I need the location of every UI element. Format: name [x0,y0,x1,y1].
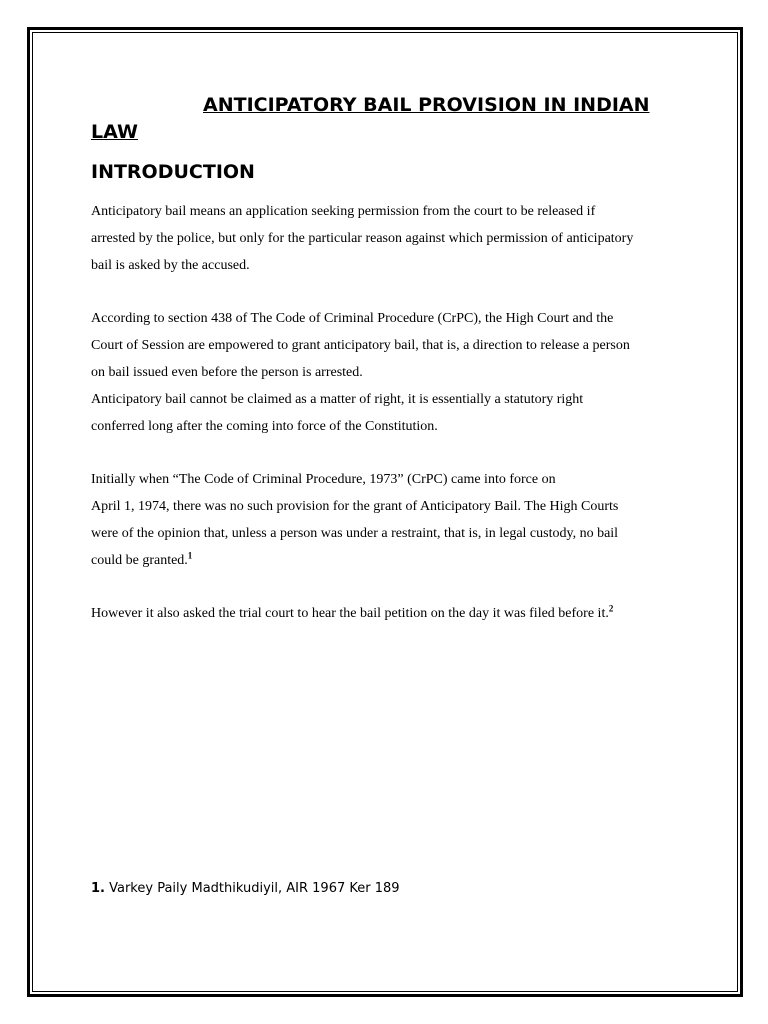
paragraph-history [91,466,691,574]
footnote-text: Varkey Paily Madthikudiyil, AIR 1967 Ker 189 [104,881,400,896]
paragraph-line: bail is asked by the accused. [91,258,250,273]
paragraph-definition [91,198,691,279]
paragraph-line: on bail issued even before the person is arrested. [91,365,363,380]
section-heading: INTRODUCTION [91,161,255,183]
paragraph-line: arrested by the police, but only for the particular reason against which permission of anticipatory [91,231,634,246]
paragraph-line: Court of Session are empowered to grant anticipatory bail, that is, a direction to release a person [91,338,630,353]
paragraph-line: April 1, 1974, there was no such provision for the grant of Anticipatory Bail. The High Courts [91,499,619,514]
footnote-reference[interactable]: 1 [187,550,193,561]
paragraph-trial-court [91,600,691,627]
paragraph-line: Anticipatory bail cannot be claimed as a matter of right, it is essentially a statutory right [91,392,584,407]
paragraph-section-438 [91,305,691,440]
paragraph-line: conferred long after the coming into force of the Constitution. [91,419,438,434]
paragraph-line [91,600,691,627]
paragraph-line [91,547,691,574]
footnote-reference[interactable]: 2 [608,603,614,614]
paragraph-line: were of the opinion that, unless a person was under a restraint, that is, in legal custody, no bail [91,526,619,541]
footnote-number: 1. [91,881,105,896]
paragraph-line-text: could be granted. [91,553,188,568]
paragraph-line: Initially when “The Code of Criminal Procedure, 1973” (CrPC) came into force on [91,472,556,487]
paragraph-line: Anticipatory bail means an application seeking permission from the court to be released if [91,204,596,219]
paragraph-line-text: However it also asked the trial court to hear the bail petition on the day it was filed before it. [91,606,609,621]
footnote [91,880,400,898]
document-title: ANTICIPATORY BAIL PROVISION IN INDIAN LAW [91,94,650,143]
paragraph-line: According to section 438 of The Code of Criminal Procedure (CrPC), the High Court and the [91,311,614,326]
